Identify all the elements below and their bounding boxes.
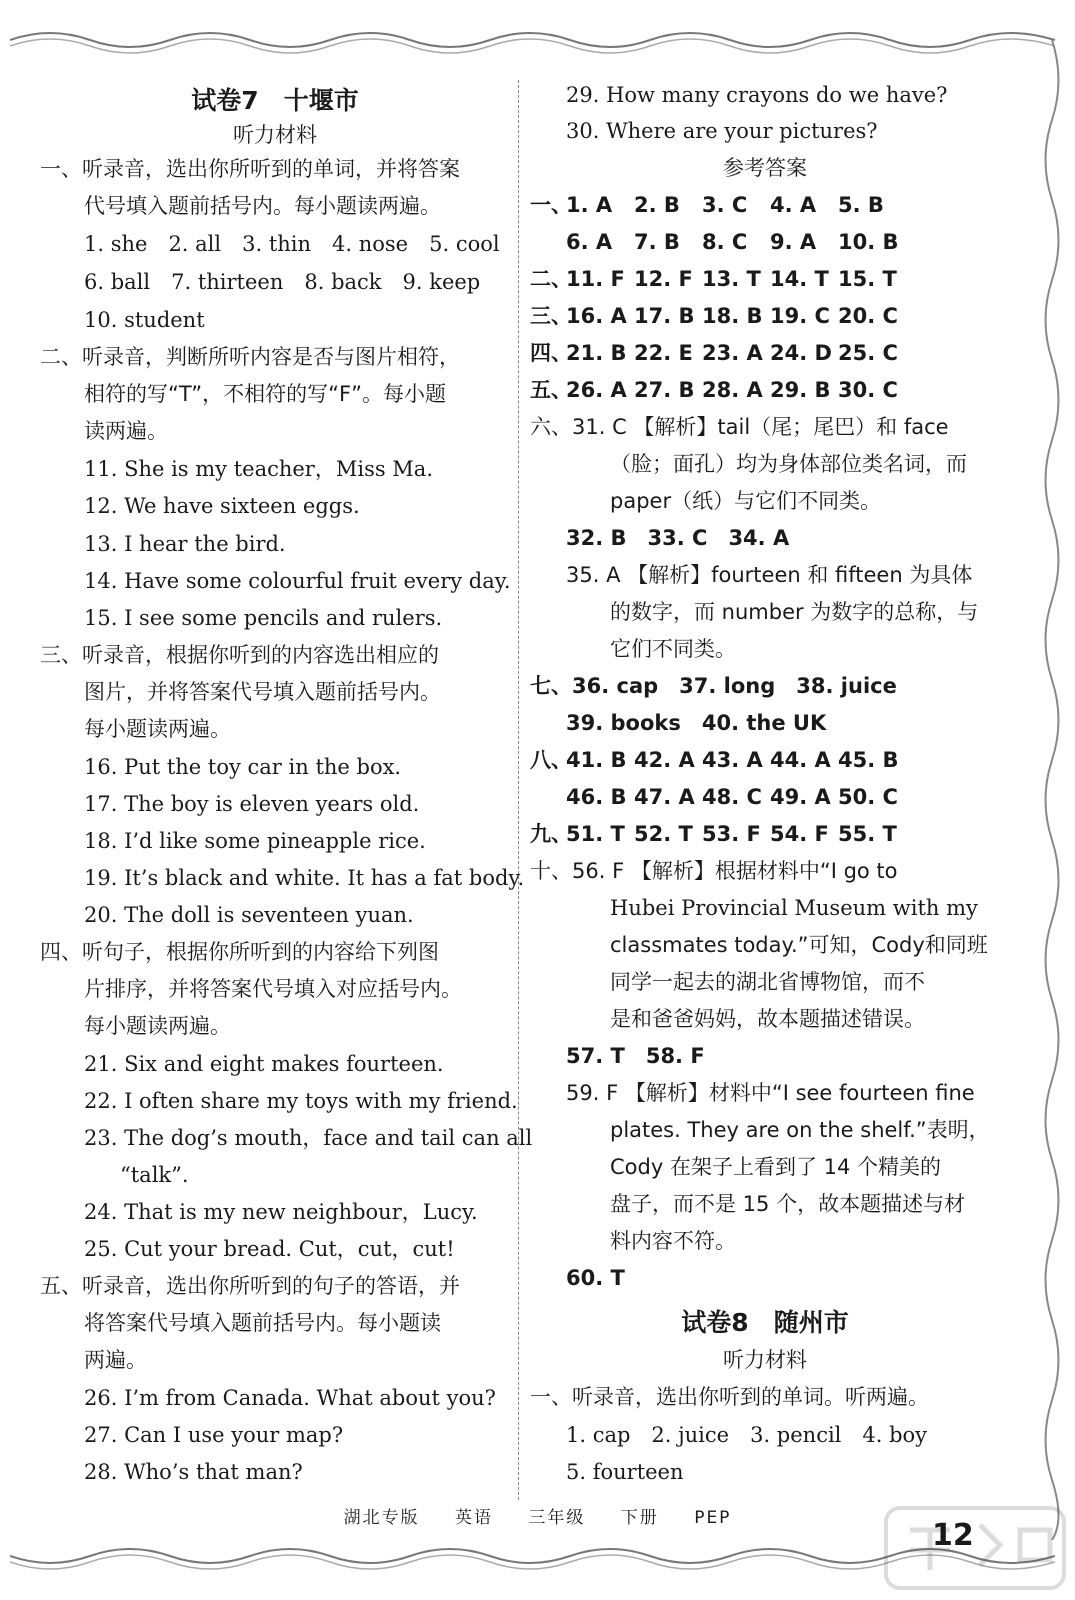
decorative-border-top — [10, 22, 1055, 56]
listening-item: 14. Have some colourful fruit every day. — [84, 569, 511, 593]
listening-item: 17. The boy is eleven years old. — [84, 792, 420, 816]
section-heading: 五、听录音，选出你所听到的句子的答语，并 — [40, 1274, 460, 1298]
listening-item: 11. She is my teacher，Miss Ma. — [84, 457, 433, 481]
answer-explanation: 是和爸爸妈妈，故本题描述错误。 — [610, 1007, 925, 1031]
answer-explanation: 料内容不符。 — [610, 1229, 736, 1253]
footer-edition: 湖北专版 — [343, 1508, 420, 1528]
answer-explanation: 35. A 【解析】fourteen 和 fifteen 为具体 — [566, 563, 973, 587]
section-heading: 将答案代号填入题前括号内。每小题读 — [84, 1311, 441, 1335]
listening-item: 27. Can I use your map? — [84, 1423, 344, 1447]
answer-row: 一、1. A 2. B 3. C 4. A 5. B — [530, 193, 884, 217]
answer-explanation: Hubei Provincial Museum with my — [610, 896, 978, 920]
answer-row: 四、21. B 22. E 23. A 24. D 25. C — [530, 341, 898, 365]
section-subtitle: 听力材料 — [233, 123, 317, 147]
listening-item: 12. We have sixteen eggs. — [84, 494, 360, 518]
answer-row: 46. B 47. A 48. C 49. A 50. C — [566, 785, 898, 809]
answer-row: 二、11. F 12. F 13. T 14. T 15. T — [530, 267, 897, 291]
listening-item: 26. I’m from Canada. What about you? — [84, 1386, 496, 1410]
section-subtitle: 听力材料 — [723, 1348, 807, 1372]
section-heading: 读两遍。 — [84, 419, 168, 443]
footer-subject: 英语 — [454, 1508, 493, 1528]
answer-explanation: paper（纸）与它们不同类。 — [610, 489, 882, 513]
answer-row: 57. T 58. F — [566, 1044, 705, 1068]
word-list: 1. she 2. all 3. thin 4. nose 5. cool — [84, 232, 500, 256]
listening-item: 29. How many crayons do we have? — [566, 83, 948, 107]
section-heading: 每小题读两遍。 — [84, 717, 231, 741]
word-list: 6. ball 7. thirteen 8. back 9. keep — [84, 270, 481, 294]
answer-row: 32. B 33. C 34. A — [566, 526, 790, 550]
listening-item: 18. I’d like some pineapple rice. — [84, 829, 426, 853]
listening-item: 30. Where are your pictures? — [566, 119, 878, 143]
answer-explanation: Cody 在架子上看到了 14 个精美的 — [610, 1155, 942, 1179]
answer-row: 6. A 7. B 8. C 9. A 10. B — [566, 230, 899, 254]
exam-title: 试卷8 随州市 — [681, 1308, 849, 1337]
section-heading: 一、听录音，选出你听到的单词。听两遍。 — [530, 1385, 929, 1409]
section-heading: 一、听录音，选出你所听到的单词，并将答案 — [40, 157, 460, 181]
decorative-border-right — [1037, 40, 1067, 1540]
answer-explanation: 十、56. F 【解析】根据材料中“I go to — [530, 859, 898, 883]
answer-explanation: 盘子，而不是 15 个，故本题描述与材 — [610, 1192, 966, 1216]
section-heading: 相符的写“T”，不相符的写“F”。每小题 — [84, 382, 446, 406]
answer-row: 五、26. A 27. B 28. A 29. B 30. C — [530, 378, 898, 402]
section-heading: 二、听录音，判断所听内容是否与图片相符， — [40, 345, 460, 369]
answer-row: 八、41. B 42. A 43. A 44. A 45. B — [530, 748, 899, 772]
answers-title: 参考答案 — [723, 156, 807, 180]
answer-row: 60. T — [566, 1266, 625, 1290]
listening-item: 23. The dog’s mouth，face and tail can all — [84, 1126, 533, 1150]
listening-item: 13. I hear the bird. — [84, 532, 286, 556]
listening-item: 19. It’s black and white. It has a fat body. — [84, 866, 525, 890]
answer-row: 七、36. cap 37. long 38. juice — [530, 674, 897, 698]
listening-item: 21. Six and eight makes fourteen. — [84, 1052, 444, 1076]
listening-item: 16. Put the toy car in the box. — [84, 755, 402, 779]
word-list: 5. fourteen — [566, 1460, 684, 1484]
answer-explanation: 它们不同类。 — [610, 637, 736, 661]
answer-explanation: classmates today.”可知，Cody和同班 — [610, 933, 988, 957]
section-heading: 图片，并将答案代号填入题前括号内。 — [84, 680, 441, 704]
footer-grade: 三年级 — [528, 1508, 586, 1528]
answer-explanation: 六、31. C 【解析】tail（尾；尾巴）和 face — [530, 415, 949, 439]
word-list: 10. student — [84, 308, 205, 332]
listening-item: 24. That is my new neighbour，Lucy. — [84, 1200, 478, 1224]
section-heading: 两遍。 — [84, 1348, 147, 1372]
word-list: 1. cap 2. juice 3. pencil 4. boy — [566, 1423, 928, 1447]
answer-row: 九、51. T 52. T 53. F 54. F 55. T — [530, 822, 897, 846]
answer-explanation: 的数字，而 number 为数字的总称，与 — [610, 600, 979, 624]
watermark-logo — [880, 1500, 1070, 1595]
listening-item: 15. I see some pencils and rulers. — [84, 606, 443, 630]
section-heading: 三、听录音，根据你听到的内容选出相应的 — [40, 643, 439, 667]
listening-item: 22. I often share my toys with my friend. — [84, 1089, 518, 1113]
section-heading: 片排序，并将答案代号填入对应括号内。 — [84, 977, 462, 1001]
listening-item: “talk”. — [120, 1163, 189, 1187]
footer-volume: 下册 — [620, 1508, 659, 1528]
answer-explanation: 同学一起去的湖北省博物馆，而不 — [610, 970, 925, 994]
listening-item: 25. Cut your bread. Cut，cut，cut! — [84, 1237, 455, 1261]
footer-version: PEP — [694, 1508, 732, 1528]
listening-item: 28. Who’s that man? — [84, 1460, 303, 1484]
column-divider — [518, 80, 519, 1500]
answer-explanation: （脸；面孔）均为身体部位类名词，而 — [610, 452, 967, 476]
listening-item: 20. The doll is seventeen yuan. — [84, 903, 414, 927]
answer-explanation: 59. F 【解析】材料中“I see fourteen fine — [566, 1081, 975, 1105]
answer-explanation: plates. They are on the shelf.”表明， — [610, 1118, 990, 1142]
section-heading: 四、听句子，根据你所听到的内容给下列图 — [40, 940, 439, 964]
section-heading: 代号填入题前括号内。每小题读两遍。 — [84, 194, 441, 218]
section-heading: 每小题读两遍。 — [84, 1014, 231, 1038]
answer-row: 39. books 40. the UK — [566, 711, 827, 735]
page-number: 12 — [932, 1518, 974, 1553]
exam-title: 试卷7 十堰市 — [191, 86, 359, 115]
answer-row: 三、16. A 17. B 18. B 19. C 20. C — [530, 304, 898, 328]
